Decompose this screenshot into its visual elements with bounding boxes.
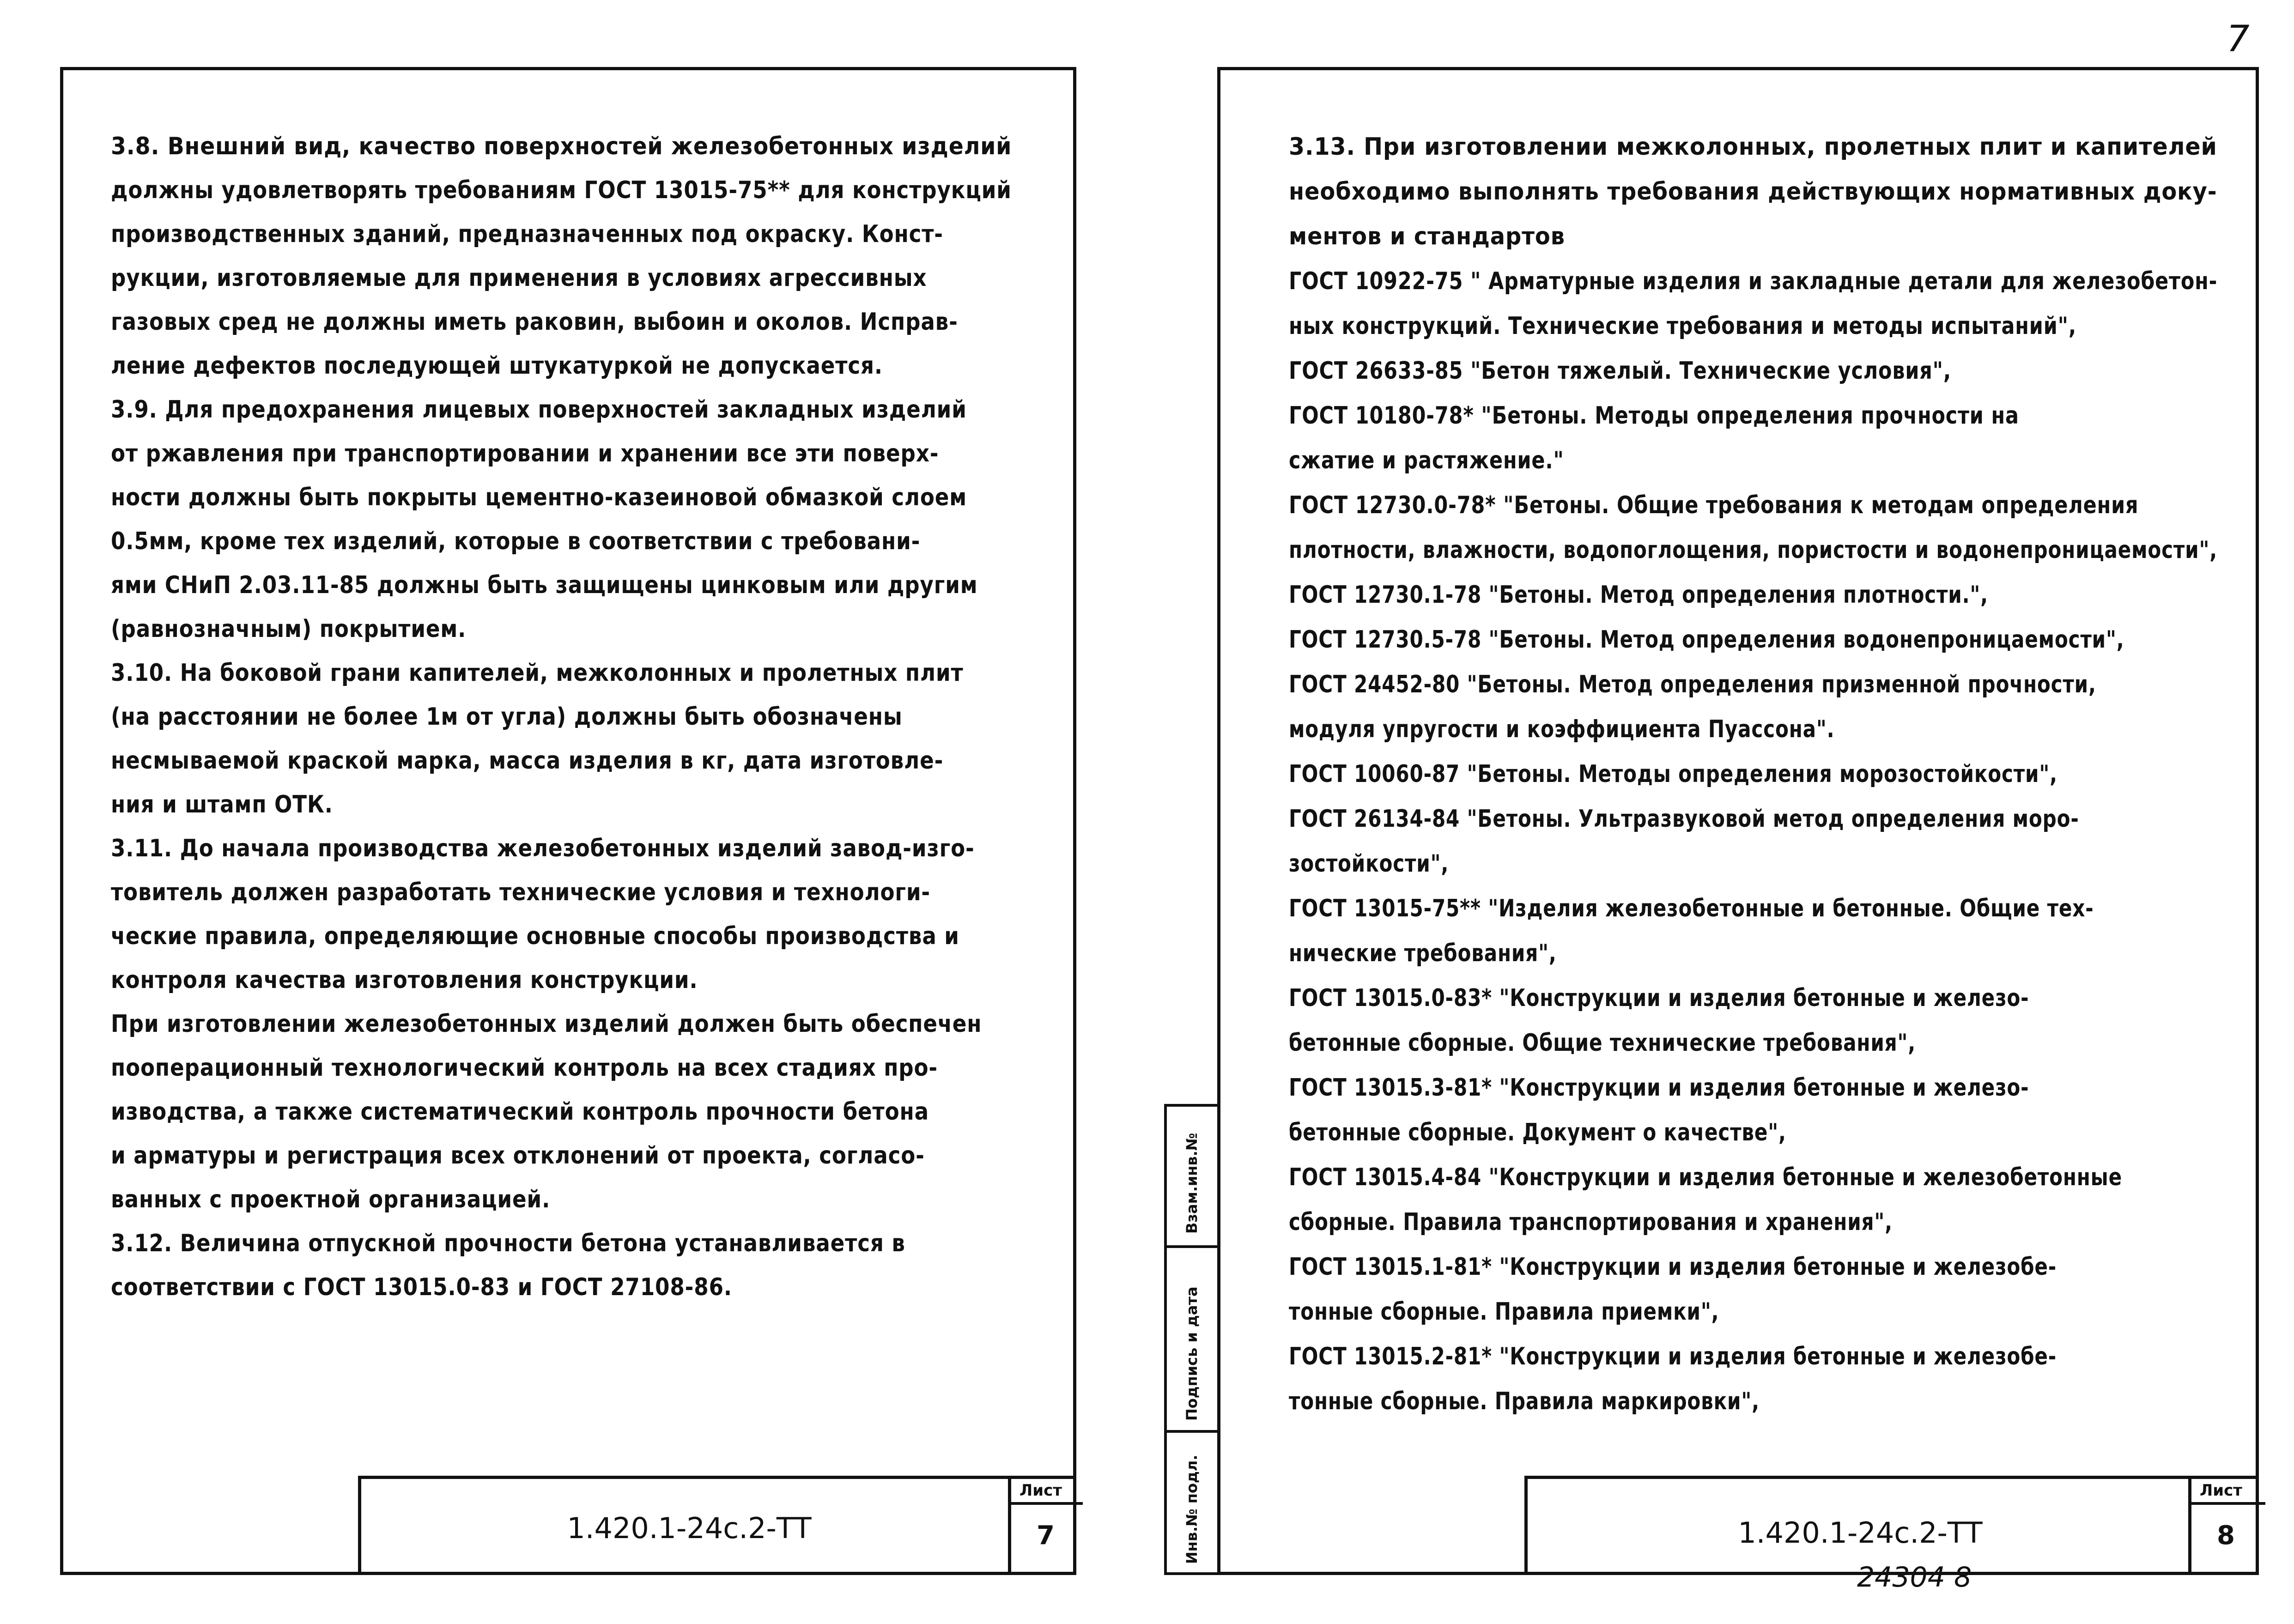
right-text-line: зостойкости", xyxy=(1289,850,1449,878)
left-text-line: ния и штамп ОТК. xyxy=(111,791,333,818)
strip-replaced-inv: Взам.инв.№ xyxy=(1183,1133,1201,1234)
left-text-line: ности должны быть покрыты цементно-казеиновой обмазкой слоем xyxy=(111,484,967,511)
left-text-line: от ржавления при транспортировании и хранении все эти поверх- xyxy=(111,440,939,467)
right-text-line: нические требования", xyxy=(1289,939,1557,967)
left-text-line: (равнозначным) покрытием. xyxy=(111,615,467,643)
left-text-line: товитель должен разработать технические условия и технологи- xyxy=(111,879,931,906)
strip-signature-date: Подпись и дата xyxy=(1183,1286,1201,1421)
left-text-line: изводства, а также систематический контроль прочности бетона xyxy=(111,1098,929,1126)
right-text-line: ГОСТ 10180-78* "Бетоны. Методы определения прочности на xyxy=(1289,402,2019,430)
left-document-code: 1.420.1-24с.2-ТТ xyxy=(567,1511,812,1545)
right-text-line: ных конструкций. Технические требования и методы испытаний", xyxy=(1289,312,2076,340)
left-text-line: должны удовлетворять требованиям ГОСТ 13015-75** для конструкций xyxy=(111,176,1012,204)
right-document-code: 1.420.1-24с.2-ТТ xyxy=(1738,1516,1983,1550)
right-text-line: ГОСТ 26633-85 "Бетон тяжелый. Технические условия", xyxy=(1289,357,1952,385)
right-text-line: ГОСТ 12730.5-78 "Бетоны. Метод определения водонепроницаемости", xyxy=(1289,626,2124,654)
left-text-line: ванных с проектной организацией. xyxy=(111,1186,551,1213)
right-text-line: сжатие и растяжение." xyxy=(1289,447,1564,474)
left-sheet-number: 7 xyxy=(1037,1521,1055,1551)
right-sheet-cell xyxy=(2188,1479,2265,1572)
right-text-line: ГОСТ 13015-75** "Изделия железобетонные и бетонные. Общие тех- xyxy=(1289,895,2094,922)
bottom-handwritten-note: 24304 8 xyxy=(1857,1561,1972,1594)
right-text-line: ГОСТ 10922-75 " Арматурные изделия и закладные детали для железобетон- xyxy=(1289,267,2218,295)
left-text-line: несмываемой краской марка, масса изделия в кг, дата изготовле- xyxy=(111,747,944,775)
left-text-line: (на расстоянии не более 1м от угла) должны быть обозначены xyxy=(111,703,903,731)
right-text-line: бетонные сборные. Общие технические требования", xyxy=(1289,1029,1916,1057)
left-text-line: рукции, изготовляемые для применения в условиях агрессивных xyxy=(111,264,927,292)
left-text-line: производственных зданий, предназначенных под окраску. Конст- xyxy=(111,220,943,248)
right-page-text xyxy=(1289,125,2294,1424)
left-text-line: контроля качества изготовления конструкции. xyxy=(111,966,698,994)
left-text-line: 3.12. Величина отпускной прочности бетона устанавливается в xyxy=(111,1230,905,1257)
right-text-line: модуля упругости и коэффициента Пуассона". xyxy=(1289,715,1835,743)
left-text-line: 0.5мм, кроме тех изделий, которые в соответствии с требовани- xyxy=(111,527,921,555)
page-number-top: 7 xyxy=(2227,18,2250,60)
strip-original-inv: Инв.№ подл. xyxy=(1183,1454,1201,1564)
right-text-line: ГОСТ 12730.0-78* "Бетоны. Общие требования к методам определения xyxy=(1289,491,2139,519)
left-sheet-cell xyxy=(1008,1479,1083,1572)
right-text-line: ГОСТ 24452-80 "Бетоны. Метод определения призменной прочности, xyxy=(1289,671,2096,698)
right-text-line: плотности, влажности, водопоглощения, пористости и водонепроницаемости", xyxy=(1289,536,2218,564)
left-text-line: соответствии с ГОСТ 13015.0-83 и ГОСТ 27108-86. xyxy=(111,1273,732,1301)
left-text-line: ческие правила, определяющие основные способы производства и xyxy=(111,922,959,950)
approval-side-strip xyxy=(1164,1104,1220,1575)
right-title-block xyxy=(1524,1476,2259,1575)
right-text-line: ГОСТ 13015.2-81* "Конструкции и изделия бетонные и железобе- xyxy=(1289,1343,2057,1370)
right-text-line: ГОСТ 13015.3-81* "Конструкции и изделия бетонные и железо- xyxy=(1289,1074,2029,1102)
right-sheet-number: 8 xyxy=(2217,1521,2235,1551)
right-text-line: ментов и стандартов xyxy=(1289,223,1565,250)
left-text-line: пооперационный технологический контроль на всех стадиях про- xyxy=(111,1054,938,1082)
left-text-line: газовых сред не должны иметь раковин, выбоин и околов. Исправ- xyxy=(111,308,958,336)
right-text-line: 3.13. При изготовлении межколонных, пролетных плит и капителей xyxy=(1289,133,2217,161)
right-text-line: сборные. Правила транспортирования и хранения", xyxy=(1289,1208,1893,1236)
right-sheet-label: Лист xyxy=(2200,1481,2242,1500)
left-text-line: ями СНиП 2.03.11-85 должны быть защищены цинковым или другим xyxy=(111,571,978,599)
right-text-line: ГОСТ 12730.1-78 "Бетоны. Метод определения плотности.", xyxy=(1289,581,1988,609)
right-text-line: бетонные сборные. Документ о качестве", xyxy=(1289,1119,1786,1146)
right-text-line: ГОСТ 13015.4-84 "Конструкции и изделия бетонные и железобетонные xyxy=(1289,1163,2122,1191)
right-text-line: ГОСТ 13015.0-83* "Конструкции и изделия бетонные и железо- xyxy=(1289,984,2029,1012)
left-sheet-label: Лист xyxy=(1020,1481,1062,1500)
left-text-line: 3.9. Для предохранения лицевых поверхностей закладных изделий xyxy=(111,396,967,424)
right-text-line: ГОСТ 26134-84 "Бетоны. Ультразвуковой метод определения моро- xyxy=(1289,805,2079,833)
left-text-line: 3.10. На боковой грани капителей, межколонных и пролетных плит xyxy=(111,659,964,687)
left-text-line: 3.11. До начала производства железобетонных изделий завод-изго- xyxy=(111,835,975,862)
right-text-line: ГОСТ 10060-87 "Бетоны. Методы определения морозостойкости", xyxy=(1289,760,2057,788)
right-text-line: ГОСТ 13015.1-81* "Конструкции и изделия бетонные и железобе- xyxy=(1289,1253,2057,1281)
left-page-text xyxy=(111,125,1147,1309)
left-text-line: При изготовлении железобетонных изделий должен быть обеспечен xyxy=(111,1010,982,1038)
right-text-line: тонные сборные. Правила маркировки", xyxy=(1289,1388,1760,1415)
right-text-line: тонные сборные. Правила приемки", xyxy=(1289,1298,1719,1326)
left-text-line: и арматуры и регистрация всех отклонений от проекта, согласо- xyxy=(111,1142,925,1170)
right-text-line: необходимо выполнять требования действующих нормативных доку- xyxy=(1289,178,2217,206)
left-title-block xyxy=(358,1476,1076,1575)
left-text-line: 3.8. Внешний вид, качество поверхностей железобетонных изделий xyxy=(111,133,1012,160)
left-text-line: ление дефектов последующей штукатуркой не допускается. xyxy=(111,352,883,380)
